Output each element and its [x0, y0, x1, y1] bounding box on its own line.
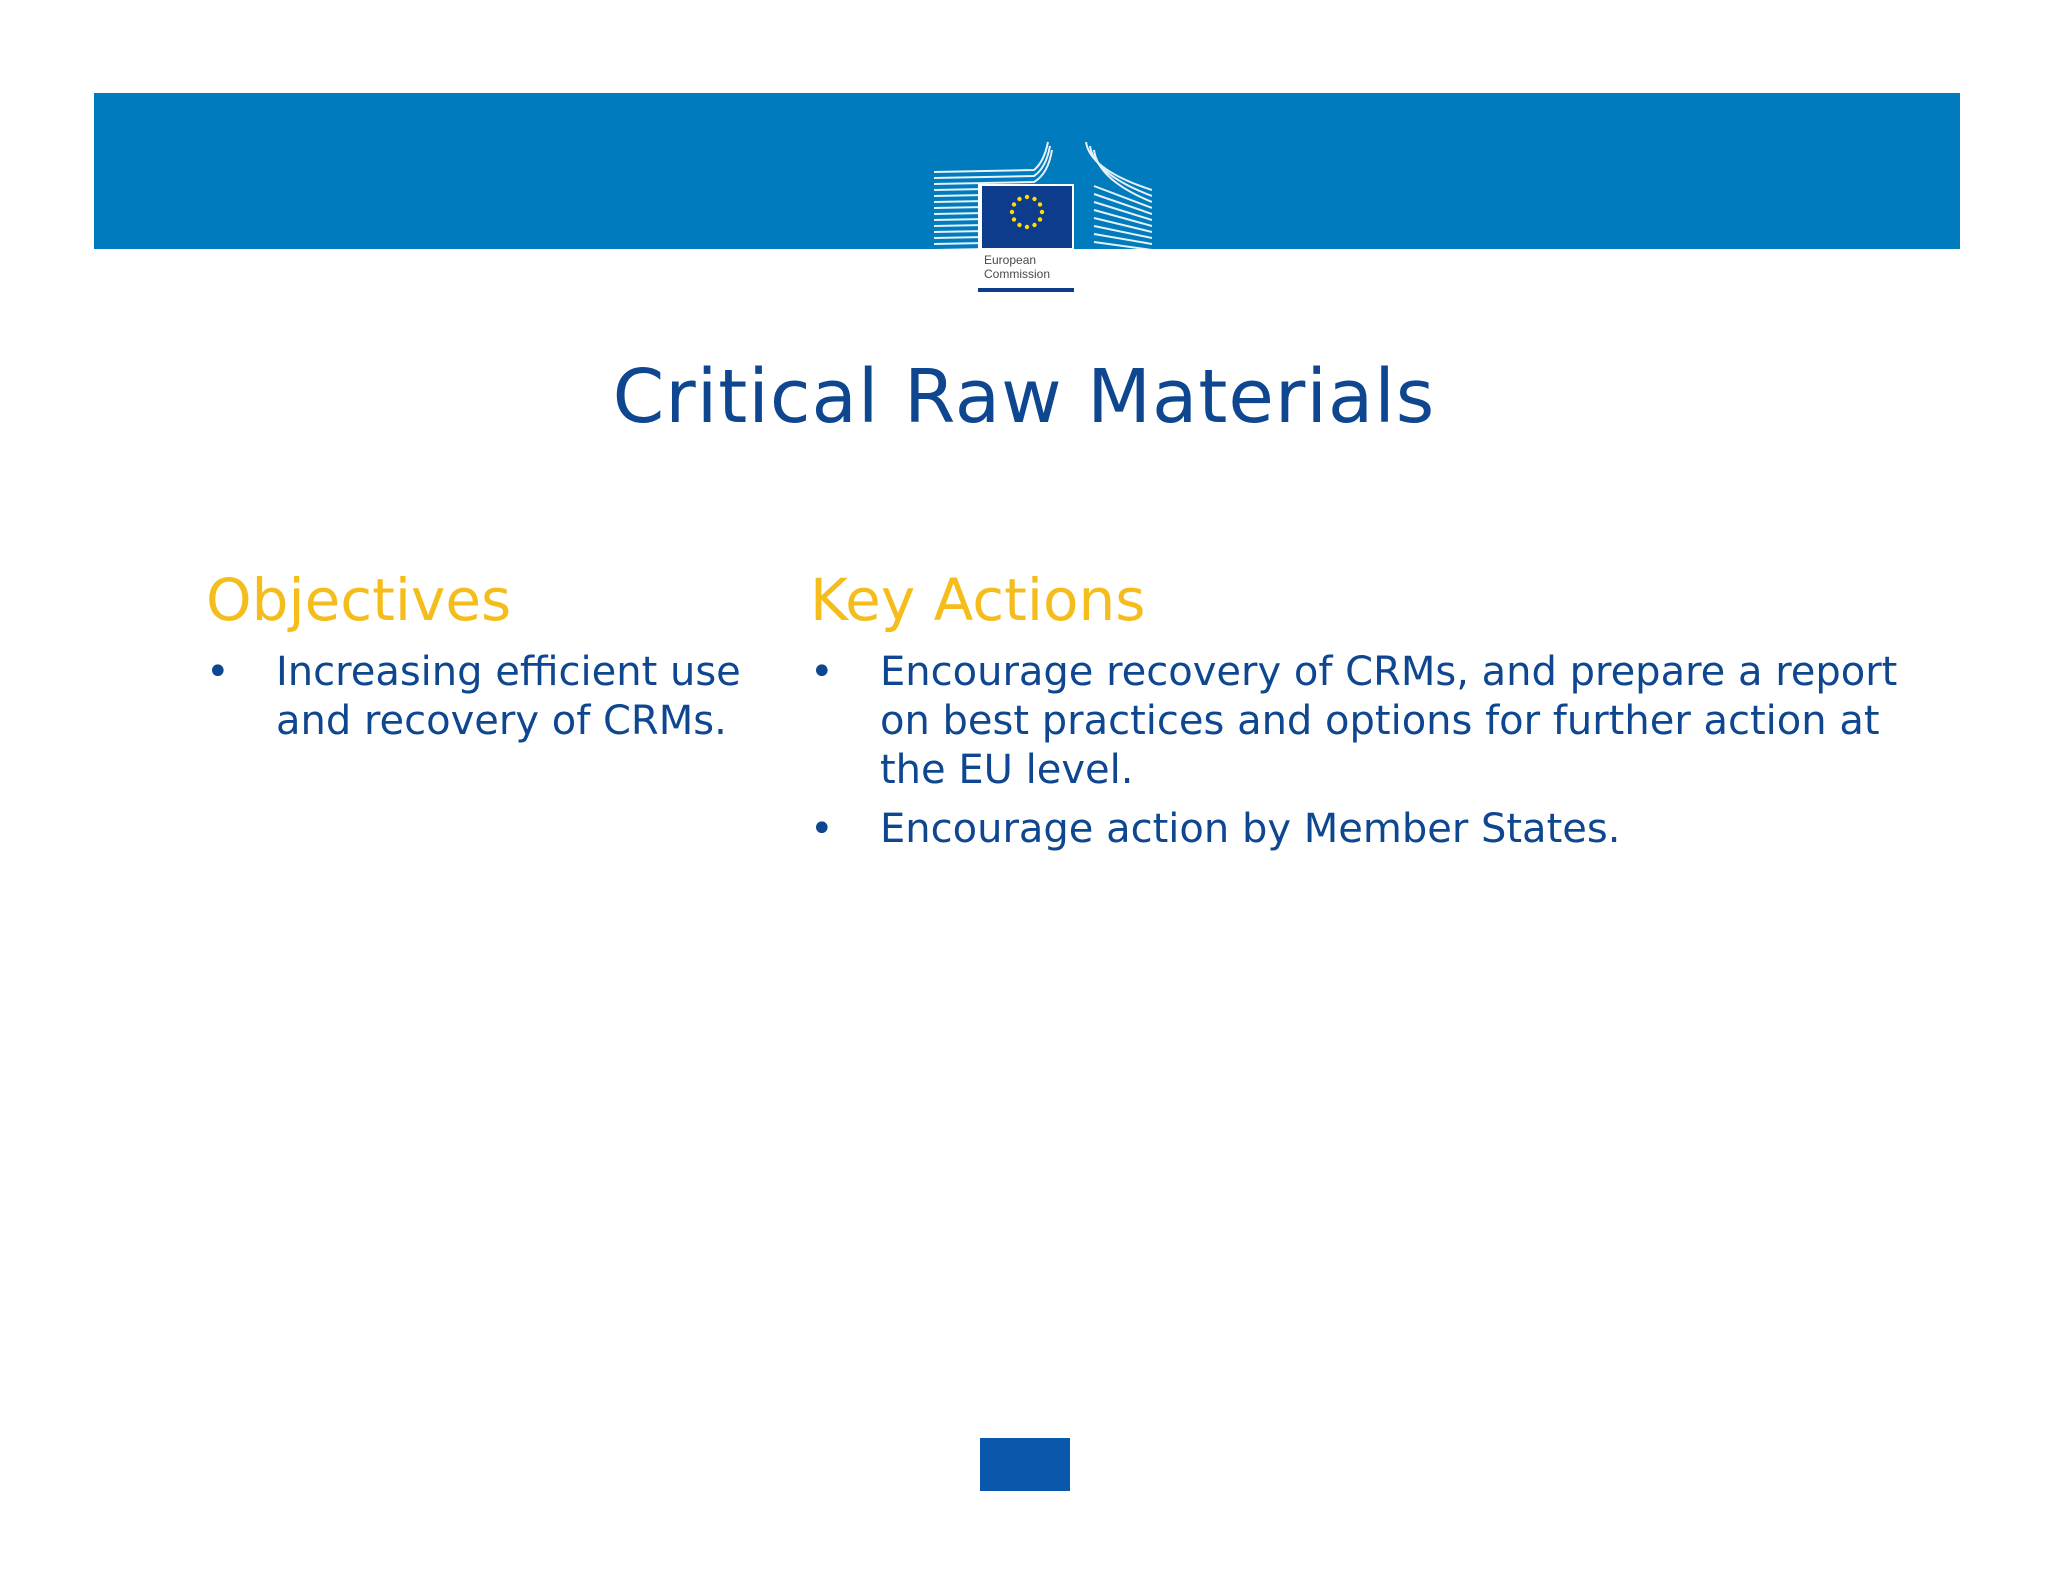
key-action-text: Encourage action by Member States. [880, 806, 1621, 852]
logo-text [984, 253, 1074, 281]
key-actions-heading: Key Actions [810, 566, 1146, 634]
european-commission-logo [934, 140, 1152, 296]
page-title: Critical Raw Materials [612, 354, 1436, 440]
list-item [810, 805, 1910, 854]
key-actions-column [810, 562, 1910, 864]
bullet-icon: • [810, 806, 834, 852]
logo-text-line2: Commission [984, 267, 1051, 281]
key-actions-list [810, 648, 1910, 854]
objectives-list [206, 648, 746, 746]
list-item [206, 648, 746, 746]
list-item [810, 648, 1910, 795]
logo-text-line1: European [984, 253, 1037, 267]
footer-flag-square [980, 1438, 1070, 1491]
bullet-icon: • [810, 649, 834, 695]
objectives-heading: Objectives [206, 566, 512, 634]
objectives-column [206, 562, 746, 756]
key-action-text: Encourage recovery of CRMs, and prepare a report on best practices and options for further action at the EU level. [880, 649, 1898, 793]
objective-text: Increasing efficient use and recovery of CRMs. [276, 649, 741, 744]
bullet-icon: • [206, 649, 230, 695]
